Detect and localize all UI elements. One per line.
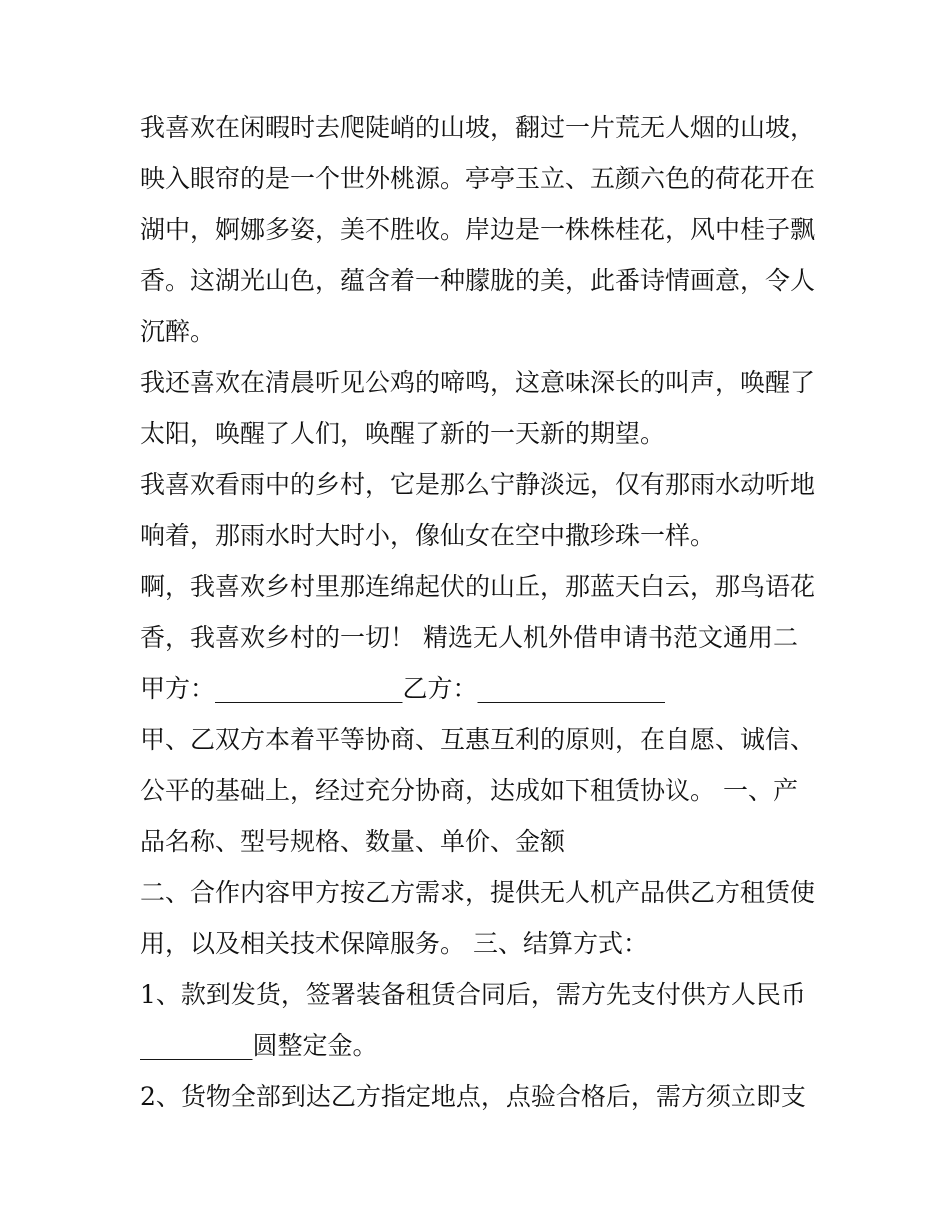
document-body	[140, 102, 820, 1122]
paragraph-clause-2: 2、货物全部到达乙方指定地点，点验合格后，需方须立即支	[140, 1082, 806, 1111]
paragraph-mountain-lake: 我喜欢在闲暇时去爬陡峭的山坡，翻过一片荒无人烟的山坡，映入眼帘的是一个世外桃源。亭亭玉立、五颜六色的荷花开在湖中，婀娜多姿，美不胜收。岸边是一株株桂花，风中桂子飘香。这湖光山色，蕴含着一种朦胧的美，此番诗情画意，令人沉醉。	[140, 113, 816, 346]
paragraph-agreement-intro: 甲、乙双方本着平等协商、互惠互利的原则，在自愿、诚信、公平的基础上，经过充分协商，达成如下租赁协议。 一、产品名称、型号规格、数量、单价、金额	[140, 725, 816, 856]
paragraph-cooperation: 二、合作内容甲方按乙方需求，提供无人机产品供乙方租赁使用，以及相关技术保障服务。 三、结算方式：	[140, 878, 816, 958]
paragraph-rooster: 我还喜欢在清晨听见公鸡的啼鸣，这意味深长的叫声，唤醒了太阳，唤醒了人们，唤醒了新的一天新的期望。	[140, 368, 816, 448]
paragraph-clause-1: 1、款到发货，签署装备租赁合同后，需方先支付供方人民币_________圆整定金。	[140, 980, 806, 1060]
paragraph-rain-village: 我喜欢看雨中的乡村，它是那么宁静淡远，仅有那雨水动听地响着，那雨水时大时小，像仙女在空中撒珍珠一样。	[140, 470, 816, 550]
paragraph-village-all: 啊，我喜欢乡村里那连绵起伏的山丘，那蓝天白云，那鸟语花香，我喜欢乡村的一切！ 精选无人机外借申请书范文通用二	[140, 572, 816, 652]
paragraph-parties: 甲方：_______________乙方：_______________	[140, 674, 666, 703]
